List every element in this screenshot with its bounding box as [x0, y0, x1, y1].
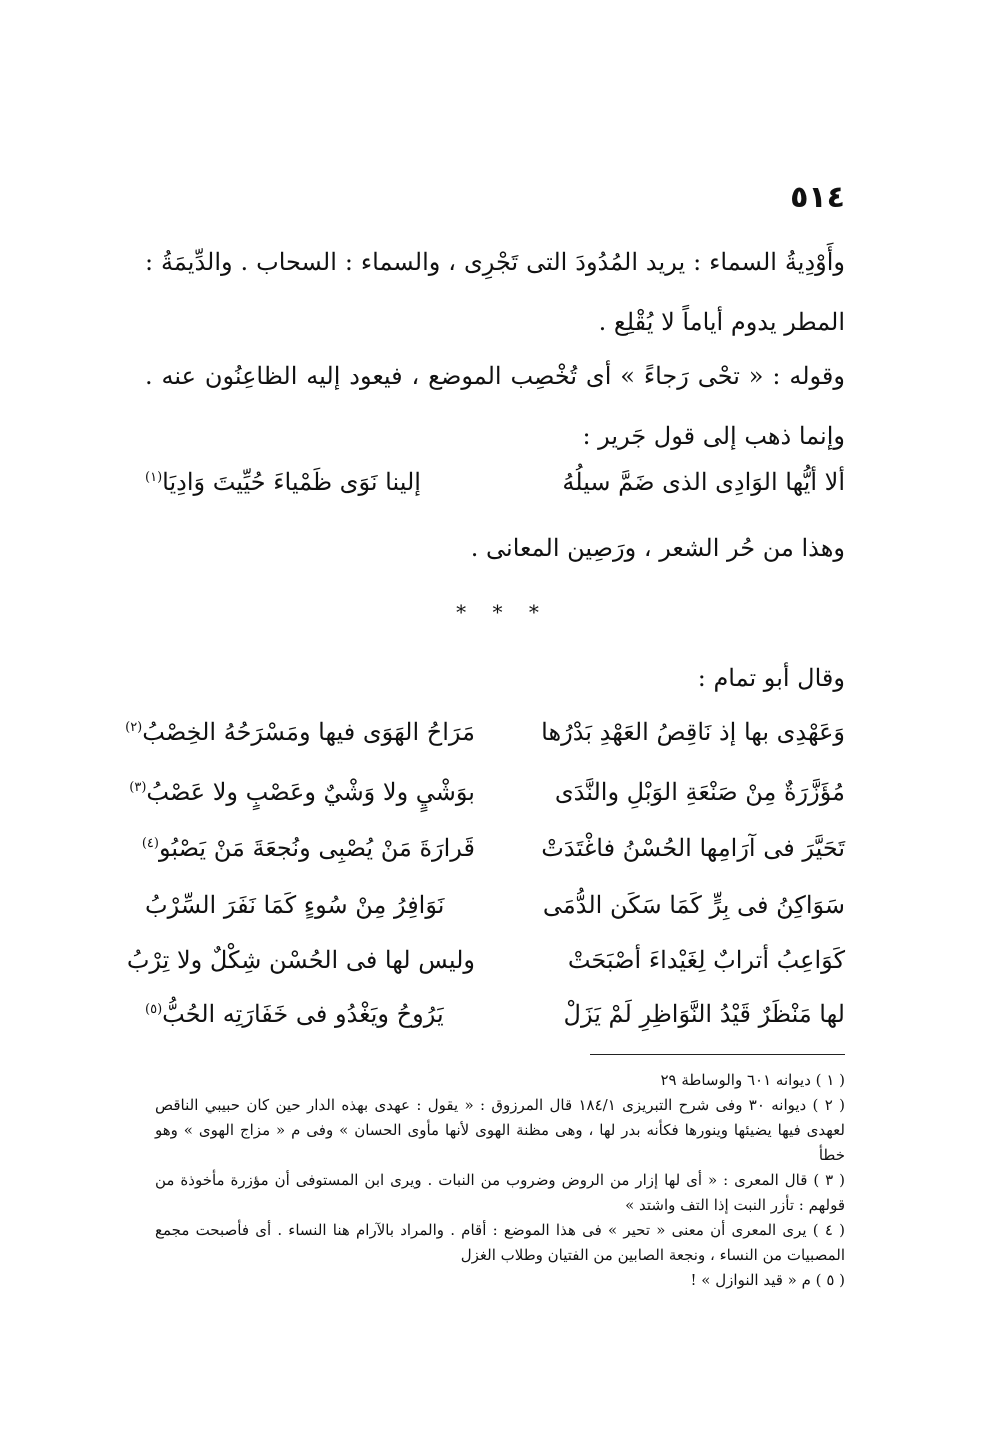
footnote-item: ( ٤ ) يرى المعرى أن معنى « تحير » فى هذا الموضع : أقام . والمراد بالآرام هنا النساء . أى فأصبحت مجمع المصبيات من النساء ، ونجعة الصابين من الفتيان وطلاب الغزل: [155, 1221, 845, 1264]
poem-verse: [145, 994, 845, 1034]
paragraph-text: وأَوْدِيةُ السماء : يريد المُدُودَ التى تَجْرِى ، والسماء : السحاب . والدِّيمَةُ : المطر يدوم أياماً لا يُقْلِع .: [145, 248, 845, 336]
hemistich-text: قَرارَةَ مَنْ يُصْبِى ونُجعَةَ مَنْ يَصْبُو: [158, 834, 475, 862]
hemistich-first: كَوَاعِبُ أترابٌ لِغَيْداءَ أصْبَحَتْ: [567, 946, 845, 974]
hemistich-first: ألا أيُّها الوَادِى الذى ضَمَّ سيلُهُ: [562, 468, 845, 496]
hemistich-second: [145, 885, 475, 925]
hemistich-first: مُؤَزَّرَةٌ مِنْ صَنْعَةِ الوَبْلِ والنَّدَى: [554, 778, 845, 806]
hemistich-first: تَحَيَّرَ فى آرَامِها الحُسْنُ فاغْتَدَتْ: [541, 834, 845, 862]
footnotes: [155, 1068, 845, 1293]
footnote-marker: (١): [145, 470, 163, 485]
paragraph-explanation: [145, 346, 845, 466]
footnote-item: ( ٣ ) قال المعرى : « أى لها إزار من الروض وضروب من النبات . ويرى ابن المستوفى أن مؤزرة مأخوذة من قولهم : تأزر النبت إذا التف واشتد »: [155, 1171, 846, 1214]
poem-verse: [125, 712, 845, 752]
hemistich-text: بوَشْيٍ ولا وَشْيٌ وعَصْبٍ ولا عَصْبُ: [146, 778, 475, 806]
footnote-marker: (٤): [141, 836, 159, 851]
paragraph-rain-valleys: [145, 232, 845, 352]
hemistich-second: [126, 940, 475, 980]
hemistich-second: [125, 712, 475, 752]
hemistich-text: وليس لها فى الحُسْن شِكْلٌ ولا تِرْبُ: [126, 946, 475, 974]
hemistich-text: إلينا نَوَى ظَمْياءَ حُيِّيتَ وَادِيَا: [162, 468, 421, 496]
hemistich-second: [145, 462, 475, 502]
footnote-divider: [590, 1054, 845, 1055]
hemistich-text: يَرُوحُ ويَغْدُو فى خَفَارَتِه الحُبُّ: [162, 1000, 444, 1028]
footnote-marker: (٥): [145, 1002, 163, 1017]
footnote-item: ( ٥ ) م « قيد النوازل » !: [690, 1271, 845, 1289]
hemistich-first: لها مَنْظَرٌ قَيْدُ النَّوَاظِرِ لَمْ يَزَلْ: [563, 1000, 845, 1028]
hemistich-text: نَوَافِرُ مِنْ سُوءٍ كَمَا نَفَرَ السِّرْبُ: [145, 891, 445, 919]
page-number: ٥١٤: [790, 180, 845, 215]
paragraph-intro-abu-tammam: [145, 648, 845, 708]
poem-verse: [129, 772, 845, 812]
jarir-verse: [145, 462, 845, 502]
poem-verse: [126, 940, 845, 980]
paragraph-text: وهذا من حُر الشعر ، ورَصِين المعانى .: [470, 534, 845, 562]
section-separator: * * *: [456, 600, 549, 624]
hemistich-first: سَوَاكِنُ فى بِرٍّ كَمَا سَكَن الدُّمَى: [542, 891, 845, 919]
footnote-marker: (٣): [129, 780, 147, 795]
paragraph-text: وقوله : « تحْى رَجاءً » أى تُخْصِب الموضع ، فيعود إليه الظاعِنُون عنه . وإنما ذهب إلى قول جَرير :: [145, 362, 845, 450]
hemistich-text: مَرَاحُ الهَوَى فيها ومَسْرَحُهُ الخِصْبُ: [142, 718, 475, 746]
footnote-item: ( ٢ ) ديوانه ٣٠ وفى شرح التبريزى ١٨٤/١ قال المرزوق : « يقول : عهدى بهذه الدار حين كان حبيبي الناقص لعهدى فيها يضيئها وينورها فكأنه بدر لها ، وهى مظنة الهوى لأنها مأوى الحسان » وفى م « مزاج الهوى » وهو خطأ: [155, 1096, 845, 1164]
footnote-marker: (٢): [125, 720, 143, 735]
paragraph-comment: [145, 518, 845, 578]
poem-verse: [145, 885, 845, 925]
hemistich-first: وَعَهْدِى بها إذ نَاقِصُ العَهْدِ بَدْرُها: [541, 718, 845, 746]
hemistich-second: [145, 994, 475, 1034]
poem-verse: [141, 828, 845, 868]
footnote-item: ( ١ ) ديوانه ٦٠١ والوساطة ٢٩: [660, 1071, 845, 1089]
hemistich-second: [129, 772, 475, 812]
paragraph-text: وقال أبو تمام :: [697, 664, 845, 692]
hemistich-second: [141, 828, 475, 868]
